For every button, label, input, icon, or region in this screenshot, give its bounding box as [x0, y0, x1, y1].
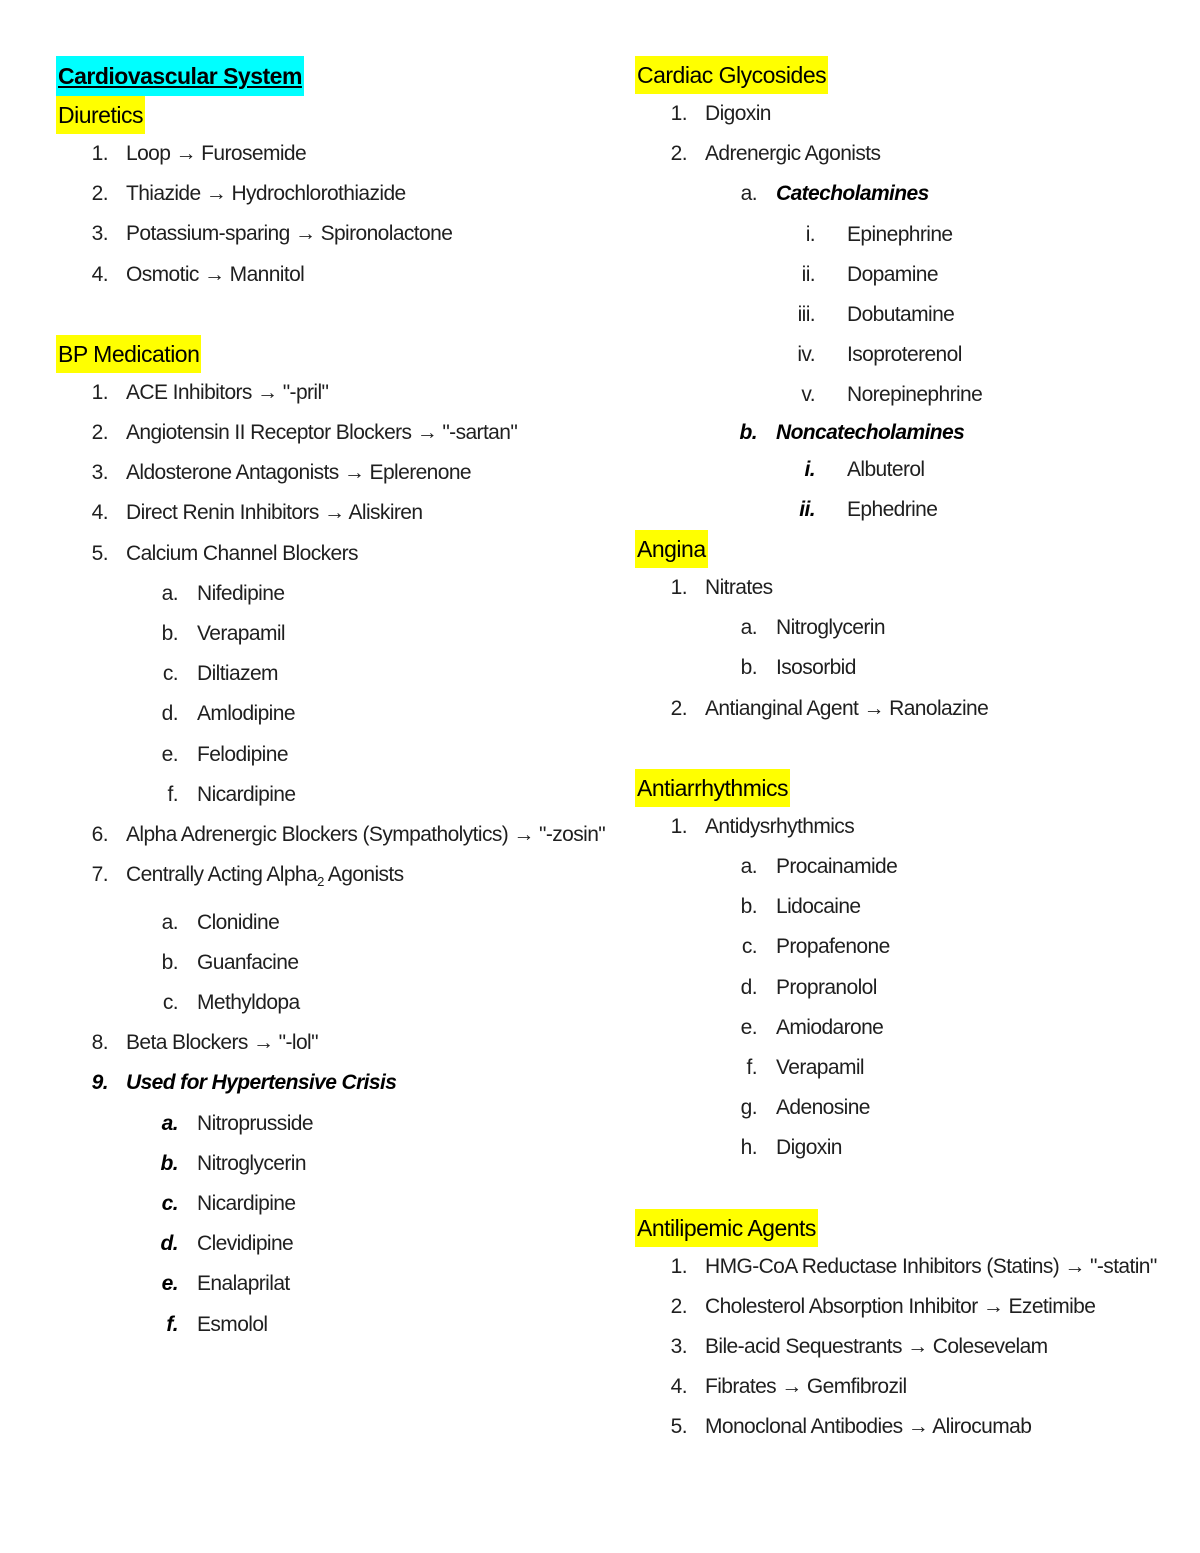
list-item-text: Methyldopa: [197, 991, 300, 1015]
list-marker: b.: [161, 950, 178, 974]
list-item-text: Isoproterenol: [847, 343, 962, 367]
list-item-text: Centrally Acting Alpha: [126, 863, 318, 887]
list-marker: a.: [161, 910, 178, 934]
list-item-text: ACE Inhibitors → "-pril": [126, 380, 329, 404]
list-item-text: Verapamil: [197, 622, 285, 646]
list-marker: c.: [162, 991, 178, 1015]
list-marker: d.: [740, 975, 757, 999]
sub-sub-list-item: [635, 335, 1165, 375]
sub-list-item: [635, 968, 1165, 1008]
sub-list-item: [635, 1128, 1165, 1168]
spacer: [635, 729, 1165, 769]
sub-list-item: [635, 1008, 1165, 1048]
list-marker: 9.: [91, 1071, 108, 1095]
list-item: [635, 1367, 1165, 1407]
list-item-text: Noncatecholamines: [776, 420, 965, 444]
list-marker: c.: [741, 935, 757, 959]
list-item-text: Propranolol: [776, 975, 877, 999]
list-marker: a.: [161, 581, 178, 605]
list-marker: e.: [161, 1272, 178, 1296]
list-item-text: Isosorbid: [776, 656, 856, 680]
list-marker: a.: [740, 855, 757, 879]
list-marker: 2.: [670, 696, 687, 720]
bp-section: [56, 335, 606, 1345]
list-marker: f.: [166, 1312, 178, 1336]
list-item: [635, 1407, 1165, 1447]
list-item-text: Amiodarone: [776, 1015, 884, 1039]
list-item-text: Aldosterone Antagonists → Eplerenone: [126, 461, 471, 485]
list-marker: 1.: [91, 380, 108, 404]
list-marker: b.: [740, 895, 757, 919]
sub-list-item: [56, 1184, 576, 1224]
list-marker: 3.: [91, 222, 108, 246]
list-item-text: Epinephrine: [847, 222, 953, 246]
glycosides-section: [635, 56, 1165, 530]
list-item: [635, 134, 1165, 174]
list-item-text: Enalaprilat: [197, 1272, 290, 1296]
angina-list: [635, 568, 1165, 729]
list-marker: iv.: [797, 343, 815, 367]
list-item-text: Catecholamines: [776, 182, 929, 206]
sub-sub-list-item: [635, 215, 1165, 255]
list-item-text: HMG-CoA Reductase Inhibitors (Statins) → "-statin": [705, 1254, 1157, 1278]
sub-list-item-emphasis: [635, 416, 1165, 450]
sub-sub-list-item: [635, 255, 1165, 295]
list-item-text: Adrenergic Agonists: [705, 142, 881, 166]
page-title-text: Cardiovascular System: [56, 56, 304, 96]
sub-list-item: [635, 927, 1165, 967]
list-item-text: Antianginal Agent → Ranolazine: [705, 696, 989, 720]
spacer: [56, 295, 576, 335]
list-marker: 7.: [91, 863, 108, 887]
list-item-text: Clevidipine: [197, 1232, 294, 1256]
list-item: [635, 94, 1165, 134]
list-marker: 5.: [91, 541, 108, 565]
list-marker: e.: [161, 742, 178, 766]
list-marker: ii.: [799, 497, 815, 521]
list-item-text: Nitroglycerin: [776, 616, 885, 640]
sub-list-item: [56, 654, 576, 694]
list-marker: 1.: [670, 814, 687, 838]
sub-list-item: [56, 983, 576, 1023]
subscript: 2: [317, 874, 324, 890]
sub-list-item: [635, 1088, 1165, 1128]
list-item-text: Nitroglycerin: [197, 1151, 306, 1175]
antiarrhythmics-list: [635, 807, 1165, 1169]
list-item: [56, 373, 576, 413]
list-marker: ii.: [801, 262, 815, 286]
list-marker: a.: [740, 616, 757, 640]
list-marker: v.: [801, 383, 815, 407]
list-marker: a.: [161, 1111, 178, 1135]
sub-list-item: [56, 614, 576, 654]
diuretics-heading: Diuretics: [56, 96, 145, 134]
list-marker: f.: [746, 1056, 757, 1080]
sub-list-item: [635, 1048, 1165, 1088]
list-item-text: Guanfacine: [197, 950, 299, 974]
list-item-text: Direct Renin Inhibitors → Aliskiren: [126, 501, 423, 525]
list-marker: iii.: [797, 303, 815, 327]
list-item: [635, 1247, 1165, 1287]
page-title: [56, 56, 576, 96]
list-item: [56, 413, 576, 453]
list-marker: 1.: [91, 142, 108, 165]
list-item-text: Used for Hypertensive Crisis: [126, 1071, 397, 1095]
list-item: [635, 1327, 1165, 1367]
list-item-text: Nicardipine: [197, 1192, 296, 1216]
list-marker: i.: [804, 457, 815, 481]
sub-list-item: [56, 1224, 576, 1264]
angina-section: [635, 530, 1165, 729]
list-marker: c.: [162, 662, 178, 686]
sub-sub-list-item: [635, 490, 1165, 530]
sub-list-item: [635, 174, 1165, 214]
sub-sub-list-item: [635, 295, 1165, 335]
sub-sub-list-item: [635, 375, 1165, 415]
sub-list-item: [56, 1144, 576, 1184]
list-item: [56, 214, 576, 254]
list-item-text: Antidysrhythmics: [705, 814, 855, 838]
list-item-text: Felodipine: [197, 742, 288, 766]
list-item: [56, 815, 606, 855]
list-marker: 2.: [91, 421, 108, 445]
list-item: [56, 855, 576, 902]
list-item-text: Potassium-sparing → Spironolactone: [126, 222, 453, 246]
right-column: [635, 56, 1165, 1448]
list-item-text: Digoxin: [705, 102, 771, 125]
list-item-text: Diltiazem: [197, 662, 278, 686]
list-marker: b.: [160, 1151, 178, 1175]
sub-list-item: [635, 887, 1165, 927]
list-item-text: Adenosine: [776, 1096, 870, 1120]
left-column: [56, 56, 606, 1345]
list-marker: 2.: [670, 142, 687, 166]
list-item-text: Albuterol: [847, 457, 925, 481]
list-item-text: Norepinephrine: [847, 383, 983, 407]
list-item: [56, 534, 576, 574]
list-marker: f.: [167, 782, 178, 806]
list-item-text: Calcium Channel Blockers: [126, 541, 358, 565]
list-item-text: Fibrates → Gemfibrozil: [705, 1375, 907, 1399]
list-marker: e.: [740, 1015, 757, 1039]
angina-heading: Angina: [635, 530, 708, 568]
list-marker: a.: [740, 182, 757, 206]
list-item-text: Cholesterol Absorption Inhibitor → Ezetimibe: [705, 1294, 1096, 1318]
list-item-text: Verapamil: [776, 1056, 864, 1080]
list-item-text: Lidocaine: [776, 895, 861, 919]
list-marker: h.: [740, 1136, 757, 1160]
bp-list: [56, 373, 606, 1345]
list-item-text: Esmolol: [197, 1312, 268, 1336]
list-marker: b.: [740, 656, 757, 680]
list-item-text: Ephedrine: [847, 497, 938, 521]
list-item-text: Dobutamine: [847, 303, 955, 327]
diuretics-section: [56, 96, 576, 295]
spacer: [635, 1169, 1165, 1209]
list-marker: 3.: [91, 461, 108, 485]
list-item: [635, 568, 1165, 608]
sub-list-item: [56, 735, 576, 775]
list-item-text: Propafenone: [776, 935, 890, 959]
list-marker: 4.: [91, 501, 108, 525]
sub-list-item: [56, 903, 576, 943]
list-item: [635, 1287, 1165, 1327]
list-item-text: Dopamine: [847, 262, 938, 286]
list-marker: 5.: [670, 1415, 687, 1439]
list-item: [635, 807, 1165, 847]
list-marker: 2.: [91, 182, 108, 206]
list-item-text: Angiotensin II Receptor Blockers → "-sartan": [126, 421, 518, 445]
antilipemic-section: [635, 1209, 1165, 1448]
list-marker: i.: [805, 222, 815, 246]
list-item: [56, 255, 576, 295]
list-marker: g.: [740, 1096, 757, 1120]
list-marker: d.: [160, 1232, 178, 1256]
sub-list-item: [56, 1305, 576, 1345]
antiarrhythmics-section: [635, 769, 1165, 1169]
list-marker: 1.: [670, 102, 687, 125]
list-item: [56, 453, 576, 493]
bp-heading: BP Medication: [56, 335, 201, 373]
list-marker: 4.: [670, 1375, 687, 1399]
list-marker: 3.: [670, 1335, 687, 1359]
list-marker: b.: [739, 420, 757, 444]
list-item-text: Nifedipine: [197, 581, 285, 605]
list-item-text: Amlodipine: [197, 702, 295, 726]
sub-list-item: [56, 1264, 576, 1304]
antiarrhythmics-heading: Antiarrhythmics: [635, 769, 790, 807]
list-item-text: Agonists: [323, 863, 404, 887]
list-item-text: Nicardipine: [197, 782, 296, 806]
list-item-text: Nitroprusside: [197, 1111, 313, 1135]
glycosides-heading: Cardiac Glycosides: [635, 56, 828, 94]
list-marker: b.: [161, 622, 178, 646]
antilipemic-list: [635, 1247, 1165, 1448]
list-item-text: Nitrates: [705, 576, 773, 600]
list-marker: 8.: [91, 1031, 108, 1055]
list-marker: 6.: [91, 823, 108, 847]
list-marker: 1.: [670, 1254, 687, 1278]
list-item-text: Beta Blockers → "-lol": [126, 1031, 318, 1055]
list-item-text: Monoclonal Antibodies → Alirocumab: [705, 1415, 1032, 1439]
list-marker: 4.: [91, 262, 108, 286]
list-item-text: Clonidine: [197, 910, 280, 934]
list-marker: d.: [161, 702, 178, 726]
list-item: [56, 134, 576, 174]
sub-list-item: [635, 847, 1165, 887]
list-item-text: Bile-acid Sequestrants → Colesevelam: [705, 1335, 1048, 1359]
list-marker: 2.: [670, 1294, 687, 1318]
list-item-text: Thiazide → Hydrochlorothiazide: [126, 182, 406, 206]
sub-list-item: [56, 574, 576, 614]
sub-list-item: [56, 943, 576, 983]
list-item: [56, 493, 576, 533]
sub-list-item: [635, 608, 1165, 648]
sub-list-item: [56, 775, 576, 815]
list-marker: c.: [161, 1192, 178, 1216]
list-item: [56, 174, 576, 214]
list-item-text: Osmotic → Mannitol: [126, 262, 305, 286]
sub-list-item: [56, 1104, 576, 1144]
antilipemic-heading: Antilipemic Agents: [635, 1209, 818, 1247]
list-item-text: Procainamide: [776, 855, 898, 879]
glycosides-list: [635, 94, 1165, 530]
list-item: [635, 689, 1165, 729]
list-item-text: Loop → Furosemide: [126, 142, 307, 165]
list-item-text: Alpha Adrenergic Blockers (Sympatholytics) → "-zosin": [126, 823, 606, 847]
list-marker: 1.: [670, 576, 687, 600]
diuretics-list: [56, 134, 576, 295]
sub-list-item: [56, 694, 576, 734]
sub-list-item: [635, 648, 1165, 688]
list-item-text: Digoxin: [776, 1136, 842, 1160]
sub-sub-list-item: [635, 450, 1165, 490]
list-item-emphasis: [56, 1063, 576, 1103]
list-item: [56, 1023, 576, 1063]
